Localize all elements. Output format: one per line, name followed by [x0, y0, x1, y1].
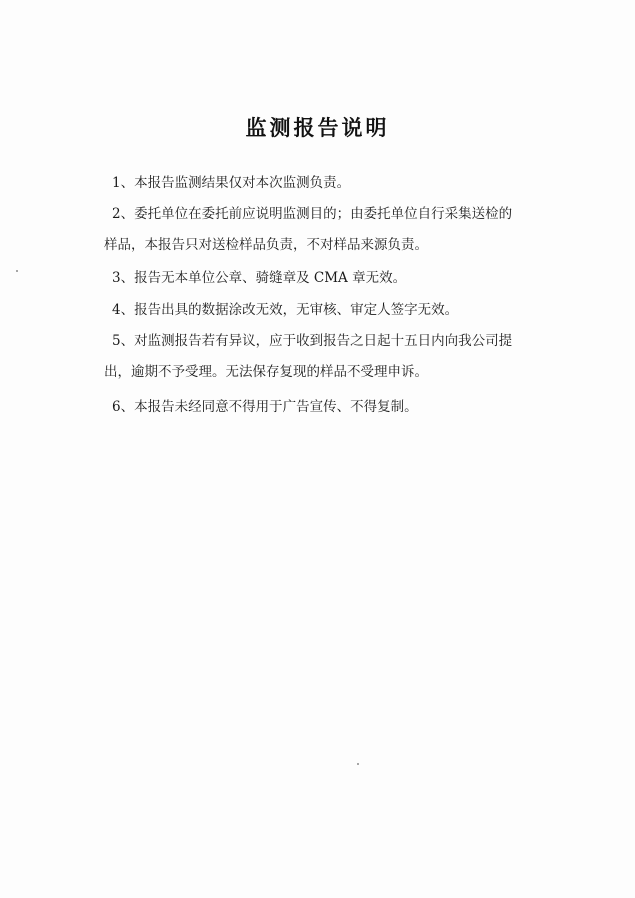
notice-line: 3、报告无本单位公章、骑缝章及 CMA 章无效。: [112, 270, 407, 286]
notice-item-2: [104, 199, 557, 261]
scan-speck: [357, 763, 359, 765]
notice-line-continued: 出，逾期不予受理。无法保存复现的样品不受理申诉。: [104, 364, 428, 380]
notice-line: 5、对监测报告若有异议，应于收到报告之日起十五日内向我公司提: [112, 333, 513, 349]
page-title: 监测报告说明: [245, 115, 390, 140]
scan-speck: [16, 270, 18, 272]
notice-line: 6、本报告未经同意不得用于广告宣传、不得复制。: [112, 399, 418, 415]
notice-item-4: [112, 295, 557, 326]
notice-item-6: [112, 392, 557, 423]
notice-item-1: [112, 168, 557, 199]
notice-line: 2、委托单位在委托前应说明监测目的；由委托单位自行采集送检的: [112, 206, 513, 222]
notice-item-3: [112, 263, 557, 294]
notice-item-5: [104, 326, 557, 388]
notice-line-continued: 样品，本报告只对送检样品负责，不对样品来源负责。: [104, 237, 428, 253]
notice-line: 4、报告出具的数据涂改无效，无审核、审定人签字无效。: [112, 302, 459, 318]
notice-line: 1、本报告监测结果仅对本次监测负责。: [112, 175, 351, 191]
